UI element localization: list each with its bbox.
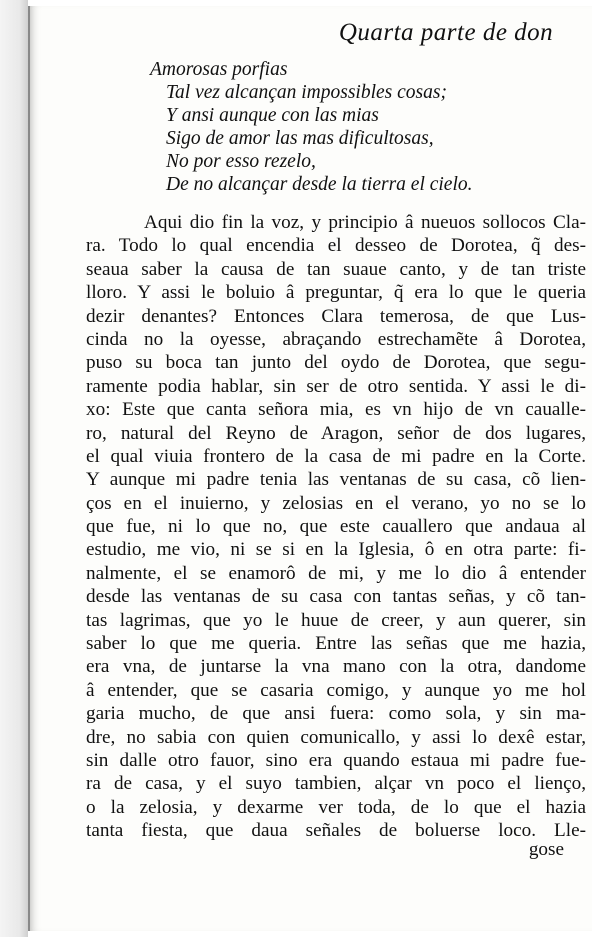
verse-line: Tal vez alcançan impossibles cosas; xyxy=(166,82,447,103)
prose-line: â entender, que se casaria comigo, y aunque yo me hol xyxy=(86,679,586,701)
catchword: gose xyxy=(528,839,564,860)
page-gutter xyxy=(0,0,28,937)
prose-line: ra. Todo lo qual encendia el desseo de Dorotea, q̃ des- xyxy=(86,235,586,257)
prose-line: dezir denantes? Entonces Clara temerosa, de que Lus- xyxy=(86,305,586,327)
prose-line: seaua saber la causa de tan suaue canto, y de tan triste xyxy=(86,258,586,280)
verse-block xyxy=(30,58,590,196)
prose-line: cinda no la oyesse, abraçando estrechamẽte â Dorotea, xyxy=(86,328,586,350)
prose-line: ro, natural del Reyno de Aragon, señor de dos lugares, xyxy=(86,422,586,444)
prose-line: saber lo que me queria. Entre las señas que me hazia, xyxy=(86,633,586,655)
verse-line: De no alcançar desde la tierra el cielo. xyxy=(166,174,473,195)
prose-line: puso su boca tan junto del oydo de Dorotea, que segu- xyxy=(86,352,586,374)
prose-line: que fue, ni lo que no, que este cauallero que andaua al xyxy=(86,516,586,538)
verse-line: No por esso rezelo, xyxy=(166,151,316,172)
prose-line: el qual viuia frontero de la casa de mi padre en la Corte. xyxy=(86,445,586,467)
book-page xyxy=(28,6,592,931)
prose-line: era vna, de juntarse la vna mano con la otra, dandome xyxy=(86,656,586,678)
prose-line: ra de casa, y el suyo tambien, alçar vn poco el lienço, xyxy=(86,773,586,795)
prose-line: tanta fiesta, que daua señales de boluerse loco. Lle- xyxy=(86,820,586,842)
prose-line: dre, no sabia con quien comunicallo, y assi lo dexê estar, xyxy=(86,726,586,748)
prose-line: xo: Este que canta señora mia, es vn hijo de vn caualle- xyxy=(86,399,586,421)
prose-line: tas lagrimas, que yo le huue de creer, y aun querer, sin xyxy=(86,609,586,631)
verse-line: Y ansi aunque con las mias xyxy=(166,105,379,126)
prose-line: lloro. Y assi le boluio â preguntar, q̃ era lo que le queria xyxy=(86,282,586,304)
prose-line: nalmente, el se enamorô de mi, y me lo dio â entender xyxy=(86,562,586,584)
running-header-title: Quarta parte de don xyxy=(338,19,554,46)
prose-line: Y aunque mi padre tenia las ventanas de su casa, cõ lien- xyxy=(86,469,586,491)
prose-line: o la zelosia, y dexarme ver toda, de lo que el hazia xyxy=(86,796,586,818)
prose-line: sin dalle otro fauor, sino era quando estaua mi padre fue- xyxy=(86,749,586,771)
prose-line: Aqui dio fin la voz, y principio â nueuos sollocos Cla- xyxy=(144,212,586,233)
verse-line: Sigo de amor las mas dificultosas, xyxy=(166,128,434,149)
prose-line: estudio, me vio, ni se si en la Iglesia, ô en otra parte: fi- xyxy=(86,539,586,561)
prose-line: garia mucho, de que ansi fuera: como sola, y sin ma- xyxy=(86,703,586,725)
verse-line: Amorosas porfias xyxy=(150,59,288,80)
running-header xyxy=(30,18,592,48)
prose-line: desde las ventanas de su casa con tantas señas, y cõ tan- xyxy=(86,586,586,608)
prose-block xyxy=(86,211,586,843)
prose-line: ramente podia hablar, sin ser de otro sentida. Y assi le di- xyxy=(86,375,586,397)
prose-line: ços en el inuierno, y zelosias en el verano, yo no se lo xyxy=(86,492,586,514)
